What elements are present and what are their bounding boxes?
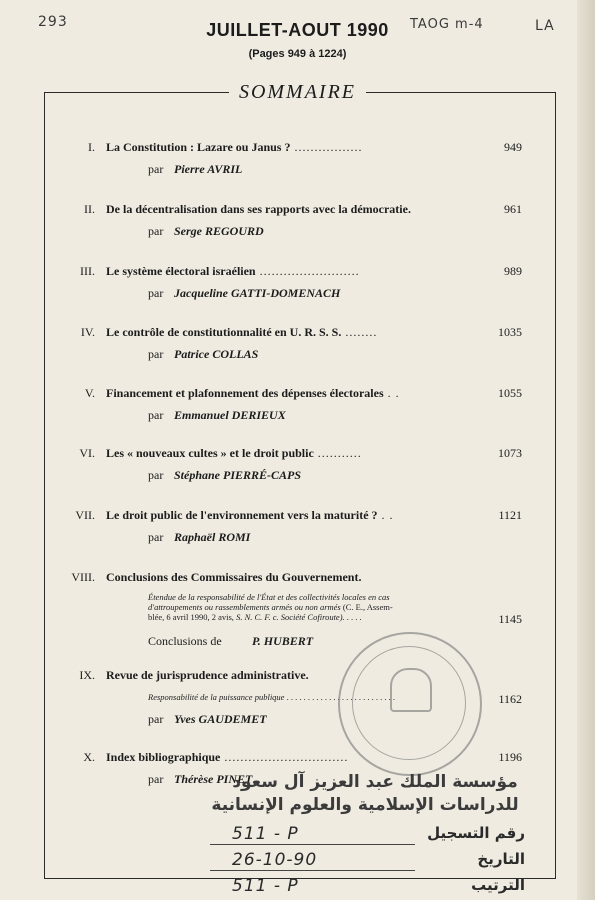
entry-title: De la décentralisation dans ses rapports avec la démocratie. [106, 202, 411, 216]
registration-date-value: 26-10-90 [232, 850, 318, 870]
entry-author: Patrice COLLAS [174, 347, 259, 361]
entry-page: 1055 [498, 386, 522, 400]
registration-order-label: الترتيب [471, 876, 525, 894]
toc-entry-3[interactable] [0, 264, 595, 304]
entry-author: Jacqueline GATTI-DOMENACH [174, 286, 341, 300]
entry-number: VI. [79, 446, 95, 460]
entry-par: par [148, 224, 164, 238]
entry-page: 949 [504, 140, 522, 154]
entry-title: Le droit public de l'environnement vers la maturité ? . . [106, 508, 394, 522]
entry-number: VII. [75, 508, 95, 522]
issue-title: JUILLET-AOUT 1990 [206, 20, 389, 40]
handwritten-number: 293 [38, 14, 68, 30]
entry-author: Yves GAUDEMET [174, 712, 267, 726]
entry-number: II. [84, 202, 95, 216]
entry-author: Thérèse PINET [174, 772, 253, 786]
sommaire-heading [0, 81, 595, 104]
entry-par: par [148, 162, 164, 176]
entry-page: 1073 [498, 446, 522, 460]
entry-page: 1145 [498, 612, 522, 626]
stamp-institution-line1: مؤسسة الملك عبد العزيز آل سعود [232, 772, 518, 792]
entry-page: 1121 [498, 508, 522, 522]
registration-order-line [200, 874, 525, 898]
registration-order-value: 511 - P [232, 876, 299, 896]
registration-number-value: 511 - P [232, 824, 299, 844]
entry-author: P. HUBERT [252, 634, 314, 648]
registration-number-line [200, 822, 525, 846]
toc-entry-1[interactable] [0, 140, 595, 180]
handwritten-mark: LA [535, 18, 555, 34]
stamp-institution-line2: للدراسات الإسلامية والعلوم الإنسانية [211, 795, 519, 815]
entry-author: Serge REGOURD [174, 224, 264, 238]
entry-title: Index bibliographique ............................... [106, 750, 349, 764]
entry-title: Le système électoral israélien ......................... [106, 264, 360, 278]
entry-number: IX. [79, 668, 95, 682]
entry-par: par [148, 468, 164, 482]
toc-entry-2[interactable] [0, 202, 595, 242]
entry-par: par [148, 712, 164, 726]
toc-entry-5[interactable] [0, 386, 595, 426]
entry-author: Stéphane PIERRÉ-CAPS [174, 468, 302, 482]
entry-par: par [148, 408, 164, 422]
entry-par: par [148, 347, 164, 361]
entry-page: 989 [504, 264, 522, 278]
entry-title: Financement et plafonnement des dépenses électorales . . [106, 386, 400, 400]
toc-entry-8[interactable] [0, 570, 595, 652]
entry-title: La Constitution : Lazare ou Janus ? ................. [106, 140, 363, 154]
entry-number: VIII. [71, 570, 95, 584]
toc-entry-9[interactable] [0, 668, 595, 730]
entry-title: Le contrôle de constitutionnalité en U. R. S. S. ........ [106, 325, 378, 339]
sommaire-label: SOMMAIRE [229, 81, 366, 103]
entry-subtitle: Responsabilité de la puissance publique . . . . . . . . . . . . . . . . . . . . . . . . . . [148, 692, 395, 702]
entry-author: Emmanuel DERIEUX [174, 408, 286, 422]
entry-page: 1196 [498, 750, 522, 764]
entry-subtitle: Étendue de la responsabilité de l'État et des collectivités locales en cas d'attroupements ou rassemblements armés ou non armés (C. E., Assem- blée, 6 avril 1990, 2 avis, S. N. C. F. c. Société Cofiroute). . . . . [148, 592, 393, 622]
entry-page: 1162 [498, 692, 522, 706]
registration-number-label: رقم التسجيل [427, 824, 525, 842]
entry-author: Pierre AVRIL [174, 162, 243, 176]
issue-pages: (Pages 949 à 1224) [248, 48, 347, 60]
entry-conclusions-label: Conclusions de [148, 634, 222, 648]
toc-entry-7[interactable] [0, 508, 595, 548]
entry-number: I. [88, 140, 95, 154]
entry-title: Les « nouveaux cultes » et le droit public ........... [106, 446, 362, 460]
entry-number: IV. [80, 325, 95, 339]
entry-par: par [148, 286, 164, 300]
entry-author: Raphaël ROMI [174, 530, 251, 544]
registration-date-label: التاريخ [477, 850, 525, 868]
toc-entry-6[interactable] [0, 446, 595, 486]
registration-date-line [200, 848, 525, 872]
entry-title: Revue de jurisprudence administrative. [106, 668, 309, 682]
entry-number: V. [84, 386, 95, 400]
entry-number: III. [80, 264, 95, 278]
entry-title: Conclusions des Commissaires du Gouvernement. [106, 570, 362, 584]
registration-stamp [200, 822, 525, 900]
library-seal-emblem [390, 668, 432, 712]
entry-number: X. [83, 750, 95, 764]
handwritten-code: TAOG m-4 [410, 17, 484, 32]
entry-page: 961 [504, 202, 522, 216]
toc-entry-4[interactable] [0, 325, 595, 365]
entry-par: par [148, 530, 164, 544]
entry-page: 1035 [498, 325, 522, 339]
entry-par: par [148, 772, 164, 786]
